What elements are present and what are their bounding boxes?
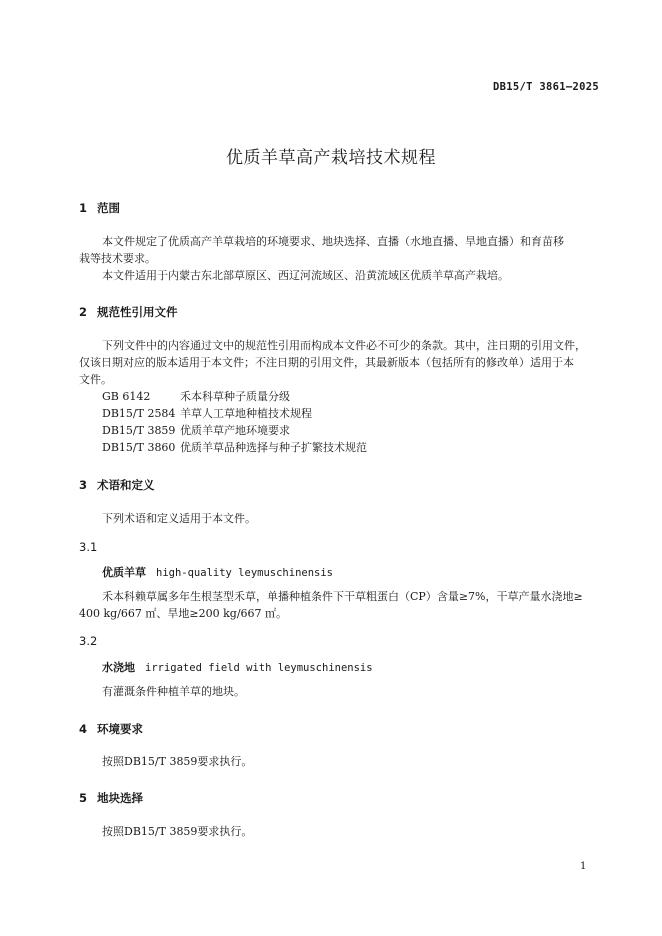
section-3-intro: 下列术语和定义适用于本文件。: [102, 512, 256, 525]
section-1-paragraph-1-line-1: 本文件规定了优质高产羊草栽培的环境要求、地块选择、直播（水地直播、旱地直播）和育苗移: [102, 235, 564, 248]
section-number: 5: [79, 791, 88, 805]
reference-code: GB 6142: [102, 390, 151, 403]
section-number: 1: [79, 201, 88, 215]
reference-code: DB15/T 3860: [102, 441, 176, 454]
section-2-paragraph-line-2: 仅该日期对应的版本适用于本文件；不注日期的引用文件，其最新版本（包括所有的修改单）适用于本: [79, 356, 574, 369]
reference-item: [102, 388, 290, 405]
section-title: 术语和定义: [97, 478, 155, 492]
section-1-paragraph-2: 本文件适用于内蒙古东北部草原区、西辽河流域区、沿黄流域区优质羊草高产栽培。: [102, 269, 509, 282]
section-number: 3: [79, 478, 88, 492]
section-4-text: 按照DB15/T 3859要求执行。: [102, 755, 253, 768]
section-1-paragraph-1-line-2: 栽等技术要求。: [79, 252, 156, 265]
reference-name: 优质羊草产地环境要求: [180, 424, 290, 437]
term-english: high-quality leymuschinensis: [156, 567, 334, 579]
term-3-1-definition-line-2: 400 kg/667 ㎡、旱地≥200 kg/667 ㎡。: [79, 607, 288, 620]
reference-name: 优质羊草品种选择与种子扩繁技术规范: [180, 441, 367, 454]
reference-name: 羊草人工草地种植技术规程: [180, 407, 312, 420]
reference-item: [102, 439, 367, 456]
reference-code: DB15/T 3859: [102, 424, 176, 437]
reference-item: [102, 405, 312, 422]
section-number: 4: [79, 722, 88, 736]
subsection-3-2-number: 3.2: [79, 634, 98, 648]
term-3-1: [102, 564, 333, 580]
section-2-heading: [79, 304, 178, 320]
section-title: 规范性引用文件: [97, 305, 178, 319]
section-2-paragraph-line-1: 下列文件中的内容通过文中的规范性引用而构成本文件必不可少的条款。其中，注日期的引用文件，: [102, 339, 586, 352]
section-4-heading: [79, 721, 143, 737]
term-chinese: 水浇地: [102, 661, 135, 674]
term-3-2: [102, 659, 373, 675]
term-3-1-definition-line-1: 禾本科赖草属多年生根茎型禾草，单播种植条件下干草粗蛋白（CP）含量≥7%，干草产量水浇地≥: [102, 590, 583, 603]
term-english: irrigated field with leymuschinensis: [145, 662, 373, 674]
section-3-heading: [79, 477, 155, 493]
document-title: 优质羊草高产栽培技术规程: [226, 148, 436, 168]
section-5-heading: [79, 790, 143, 806]
document-code: DB15/T 3861—2025: [493, 81, 599, 93]
section-number: 2: [79, 305, 88, 319]
term-3-2-definition: 有灌溉条件种植羊草的地块。: [102, 685, 245, 698]
reference-name: 禾本科草种子质量分级: [180, 390, 290, 403]
subsection-3-1-number: 3.1: [79, 540, 98, 554]
section-2-paragraph-line-3: 文件。: [79, 373, 112, 386]
reference-code: DB15/T 2584: [102, 407, 176, 420]
section-5-text: 按照DB15/T 3859要求执行。: [102, 825, 253, 838]
section-title: 范围: [97, 201, 120, 215]
page-number: 1: [580, 861, 587, 872]
term-chinese: 优质羊草: [102, 566, 146, 579]
reference-item: [102, 422, 290, 439]
section-title: 地块选择: [97, 791, 143, 805]
section-1-heading: [79, 200, 120, 216]
section-title: 环境要求: [97, 722, 143, 736]
